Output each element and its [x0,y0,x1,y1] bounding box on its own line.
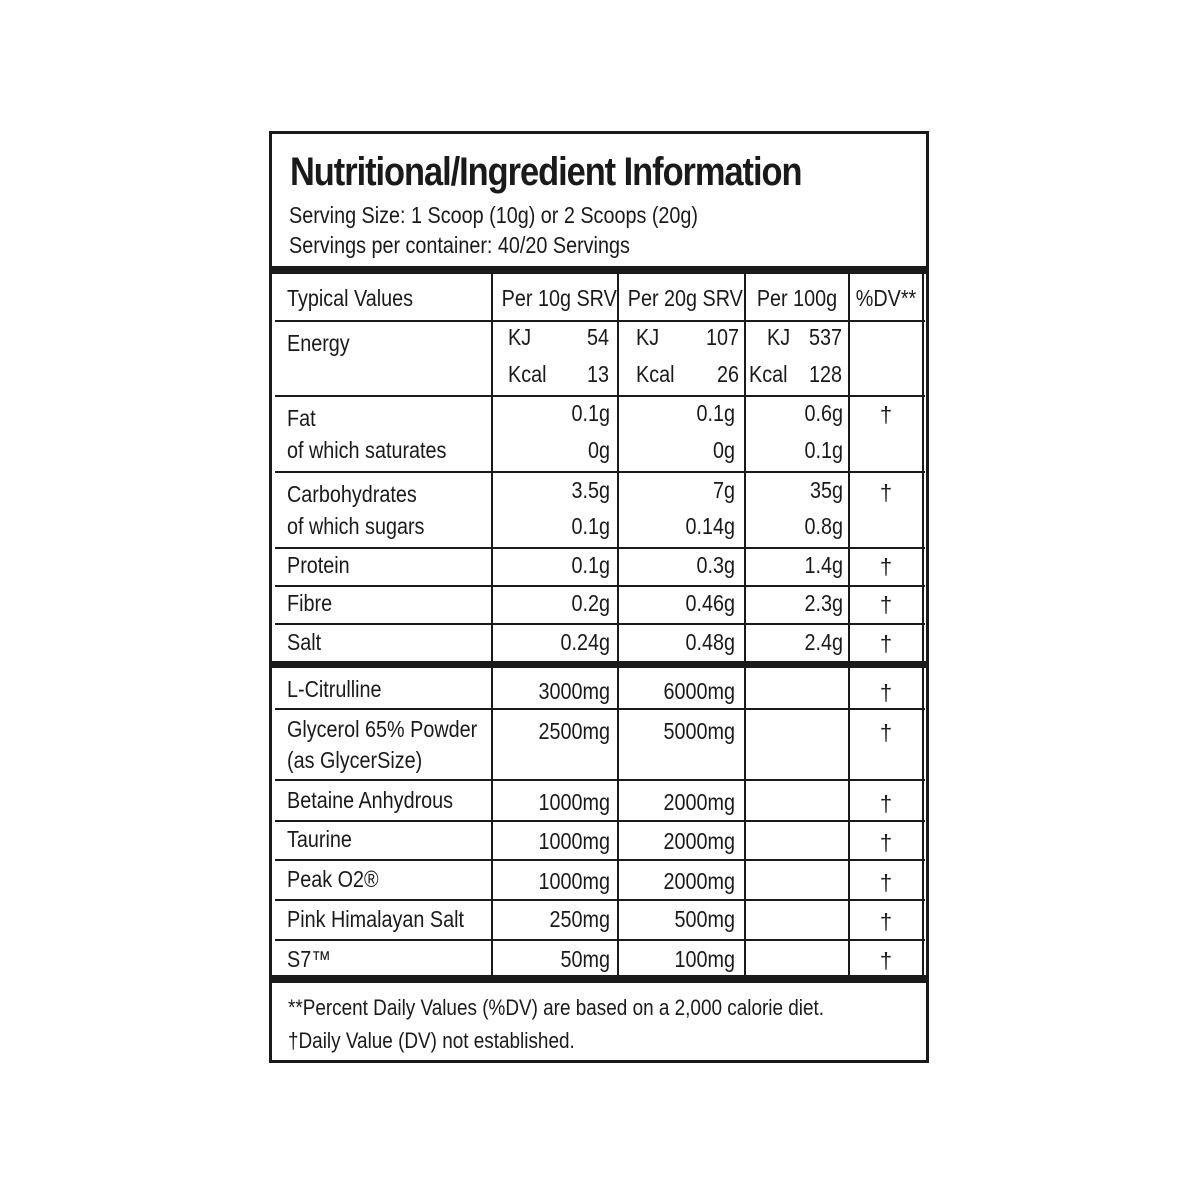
row-rule [275,471,925,473]
footnote-dv: **Percent Daily Values (%DV) are based on a 2,000 calorie diet. [288,995,825,1020]
row-rule [275,585,925,587]
energy-kcal-unit: Kcal [508,361,547,387]
nutrient-per20: 7g [712,477,735,503]
ingredient-per10: 250mg [549,906,610,932]
dv-dagger: † [879,680,893,705]
nutrient-label: Carbohydrates [287,481,417,507]
footnote-dagger: †Daily Value (DV) not established. [288,1028,575,1053]
nutrient-per100: 0.8g [804,513,843,539]
row-rule [275,779,925,781]
dv-dagger: † [879,909,893,934]
ingredient-per10: 1000mg [538,828,610,854]
dv-dagger: † [879,870,893,895]
ingredient-per10: 50mg [560,946,610,972]
nutrient-per100: 2.3g [804,590,843,616]
dv-dagger: † [879,554,893,579]
ingredient-per10: 1000mg [538,789,610,815]
nutrient-per10: 0.24g [560,629,610,655]
ingredient-label: L-Citrulline [287,676,382,702]
section-divider [272,661,926,668]
nutrient-per20: 0.1g [696,400,735,426]
energy-kj-unit: KJ [508,324,532,350]
nutrient-per100: 35g [809,477,843,503]
energy-label: Energy [287,330,350,356]
nutrient-label: Fat [287,405,316,431]
nutrient-per20: 0g [712,437,735,463]
label-header [272,134,926,269]
energy-kj-per100: 537 [808,324,842,350]
row-rule [275,623,925,625]
column-rule [617,274,619,661]
header-dv: %DV** [855,285,917,311]
dv-dagger: † [879,948,893,973]
ingredient-per20: 6000mg [663,678,735,704]
row-rule [275,708,925,710]
header-per-10g: Per 10g SRV [501,285,617,311]
row-rule [275,899,925,901]
nutrient-per100: 0.6g [804,400,843,426]
nutrient-per100: 2.4g [804,629,843,655]
header-per-100g: Per 100g [756,285,838,311]
ingredient-per20: 2000mg [663,828,735,854]
header-typical-values: Typical Values [287,285,414,311]
nutrient-per20: 0.3g [696,552,735,578]
nutrient-per10: 0g [587,437,610,463]
dv-dagger: † [879,791,893,816]
nutrient-per10: 0.1g [571,513,610,539]
dv-dagger: † [879,402,893,427]
ingredient-per10: 2500mg [538,718,610,744]
nutrient-per100: 1.4g [804,552,843,578]
ingredient-label: Peak O2® [287,866,379,892]
dv-dagger: † [879,480,893,505]
ingredient-label: Pink Himalayan Salt [287,906,464,932]
energy-kcal-unit: Kcal [749,361,788,387]
nutrient-per10: 0.2g [571,590,610,616]
label-title: Nutritional/Ingredient Information [290,150,802,194]
energy-kj-unit: KJ [767,324,791,350]
energy-kcal-per10: 13 [586,361,609,387]
energy-kcal-unit: Kcal [636,361,675,387]
energy-kj-unit: KJ [636,324,660,350]
footer-divider [272,975,926,983]
row-rule [275,547,925,549]
ingredient-per10: 3000mg [538,678,610,704]
ingredient-per20: 2000mg [663,789,735,815]
nutrition-label [269,131,929,1063]
ingredient-per20: 5000mg [663,718,735,744]
dv-dagger: † [879,592,893,617]
nutrient-per100: 0.1g [804,437,843,463]
ingredient-per10: 1000mg [538,868,610,894]
column-rule [491,274,493,661]
nutrient-label: Fibre [287,590,333,616]
ingredient-label: Glycerol 65% Powder [287,716,478,742]
row-rule [275,820,925,822]
nutrient-label: of which saturates [287,437,447,463]
row-rule [275,939,925,941]
nutrient-per20: 0.14g [685,513,735,539]
nutrient-per10: 0.1g [571,552,610,578]
nutrient-per10: 0.1g [571,400,610,426]
nutrient-per20: 0.48g [685,629,735,655]
dv-dagger: † [879,830,893,855]
ingredient-per20: 100mg [674,946,735,972]
dv-dagger: † [879,720,893,745]
energy-kcal-per20: 26 [716,361,739,387]
energy-kcal-per100: 128 [808,361,842,387]
nutrient-label: Salt [287,629,322,655]
ingredient-per20: 2000mg [663,868,735,894]
column-rule [744,274,746,661]
serving-size: Serving Size: 1 Scoop (10g) or 2 Scoops (20g) [289,202,699,228]
nutrient-per10: 3.5g [571,477,610,503]
ingredient-label-detail: (as GlycerSize) [287,747,423,773]
ingredient-label: Taurine [287,826,352,852]
row-rule [275,395,925,397]
ingredient-label: S7™ [287,946,331,972]
servings-per-container: Servings per container: 40/20 Servings [289,232,630,258]
energy-kj-per20: 107 [705,324,739,350]
nutrient-label: of which sugars [287,513,425,539]
ingredient-label: Betaine Anhydrous [287,787,454,813]
row-rule [275,320,925,322]
header-per-20g: Per 20g SRV [627,285,743,311]
nutrient-per20: 0.46g [685,590,735,616]
nutrient-label: Protein [287,552,350,578]
header-divider [272,266,926,274]
energy-kj-per10: 54 [586,324,609,350]
row-rule [275,859,925,861]
ingredient-per20: 500mg [674,906,735,932]
dv-dagger: † [879,631,893,656]
